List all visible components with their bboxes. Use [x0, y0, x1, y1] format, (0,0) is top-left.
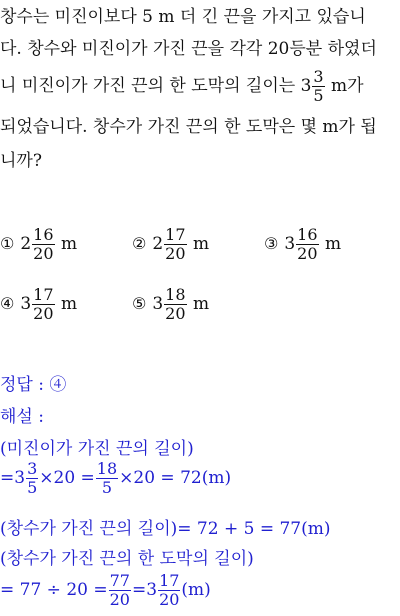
step1-fraction-b-numerator: 18: [96, 459, 118, 478]
option-5-mark: ⑤: [132, 294, 147, 313]
step1-title: (미진이가 가진 끈의 길이): [0, 439, 194, 459]
option-4-mark: ④: [0, 294, 15, 313]
option-2-unit: m: [192, 234, 210, 254]
option-2-numerator: 17: [165, 225, 186, 244]
option-5-whole: 3: [152, 294, 164, 314]
question-line-3-suffix: m가: [325, 76, 364, 96]
option-4-whole: 3: [20, 294, 32, 314]
question-line-4: 되었습니다. 창수가 가진 끈의 한 도막은 몇 m가 됩: [0, 117, 377, 137]
answer-label: 정답 : ④: [0, 375, 67, 395]
question-line-3-prefix: 니 미진이가 가진 끈의 한 도막의 길이는: [0, 76, 301, 96]
step3-equation: [0, 572, 211, 609]
question-line-3: [0, 68, 400, 105]
step3-whole: 3: [146, 580, 158, 600]
option-5-fraction: [164, 286, 186, 323]
question-mixed-whole: 3: [300, 76, 312, 96]
option-4[interactable]: [0, 286, 77, 323]
step3-prefix: = 77 ÷ 20 =: [0, 580, 108, 600]
step1-fraction-b: [96, 460, 118, 497]
option-1-whole: 2: [20, 234, 32, 254]
option-4-unit: m: [60, 294, 78, 314]
option-5[interactable]: [132, 286, 209, 323]
option-1-unit: m: [60, 234, 78, 254]
step1-fraction-a-numerator: 3: [27, 459, 38, 478]
question-fraction-numerator: 3: [313, 67, 324, 86]
step1-whole: 3: [14, 468, 26, 488]
question-line-5: 니까?: [0, 151, 42, 171]
option-4-denominator: 20: [33, 304, 54, 323]
step1-tail: ×20 = 72(m): [119, 468, 232, 488]
step3-fraction-a: [109, 572, 131, 609]
step1-fraction-a-denominator: 5: [27, 478, 38, 497]
step3-tail: (m): [181, 580, 211, 600]
step1-fraction-a: [26, 460, 38, 497]
option-1[interactable]: [0, 226, 77, 263]
option-1-denominator: 20: [33, 244, 54, 263]
step3-fraction-b-numerator: 17: [159, 571, 180, 590]
question-fraction-denominator: 5: [313, 86, 324, 105]
step1-eq-sign: =: [0, 468, 15, 488]
question-line-2: 다. 창수와 미진이가 가진 끈을 각각 20등분 하였더: [0, 39, 377, 59]
option-2-denominator: 20: [165, 244, 186, 263]
option-1-numerator: 16: [33, 225, 54, 244]
option-3-denominator: 20: [297, 244, 318, 263]
step3-fraction-b-denominator: 20: [159, 590, 180, 609]
step3-fraction-a-denominator: 20: [109, 590, 130, 609]
option-5-denominator: 20: [165, 304, 186, 323]
option-4-fraction: [32, 286, 54, 323]
step3-fraction-a-numerator: 77: [109, 571, 130, 590]
option-2-mark: ②: [132, 234, 147, 253]
option-3[interactable]: [264, 226, 341, 263]
step3-title: (창수가 가진 끈의 한 도막의 길이): [0, 549, 254, 569]
option-3-fraction: [296, 226, 318, 263]
question-line-1: 창수는 미진이보다 5 m 더 긴 끈을 가지고 있습니: [0, 7, 366, 27]
option-3-mark: ③: [264, 234, 279, 253]
option-1-mark: ①: [0, 234, 15, 253]
option-3-numerator: 16: [297, 225, 318, 244]
option-5-unit: m: [192, 294, 210, 314]
step3-fraction-b: [158, 572, 180, 609]
step1-equation: [0, 460, 231, 497]
question-fraction: [312, 68, 324, 105]
step2-equation: (창수가 가진 끈의 길이)= 72 + 5 = 77(m): [0, 519, 331, 539]
option-1-fraction: [32, 226, 54, 263]
step1-fraction-b-denominator: 5: [101, 478, 113, 497]
option-2-fraction: [164, 226, 186, 263]
step1-middle: ×20 =: [39, 468, 95, 488]
option-2[interactable]: [132, 226, 209, 263]
option-4-numerator: 17: [33, 285, 54, 304]
option-3-unit: m: [324, 234, 342, 254]
step3-eq-sign: =: [131, 580, 147, 600]
option-5-numerator: 18: [165, 285, 186, 304]
option-2-whole: 2: [152, 234, 164, 254]
explanation-label: 해설 :: [0, 407, 44, 427]
option-3-whole: 3: [284, 234, 296, 254]
